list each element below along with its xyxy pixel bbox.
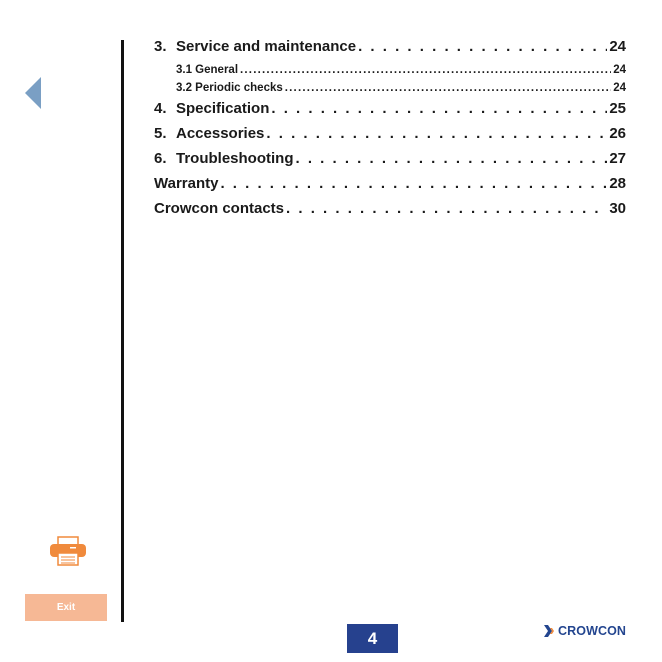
logo-text: CROWCON bbox=[558, 624, 627, 638]
toc-leader-dots bbox=[271, 98, 607, 120]
toc-entry-title: 3.2 Periodic checks bbox=[176, 82, 283, 94]
toc-entry-page: 24 bbox=[613, 82, 626, 94]
toc-entry-number: 5. bbox=[154, 125, 167, 142]
toc-entry-page: 24 bbox=[609, 38, 626, 55]
toc-entry-page: 25 bbox=[609, 100, 626, 117]
toc-entry-title: Troubleshooting bbox=[176, 150, 294, 167]
toc-leader-dots bbox=[266, 123, 607, 145]
toc-leader-dots bbox=[240, 62, 611, 79]
toc-entry-page: 28 bbox=[609, 175, 626, 192]
toc-entry-troubleshooting[interactable] bbox=[154, 148, 626, 173]
toc-leader-dots bbox=[286, 198, 607, 220]
toc-entry-periodic-checks[interactable] bbox=[154, 80, 626, 98]
toc-entry-page: 26 bbox=[609, 125, 626, 142]
toc-entry-number: 3. bbox=[154, 38, 167, 55]
toc-entry-warranty[interactable] bbox=[154, 173, 626, 198]
table-of-contents bbox=[154, 36, 626, 223]
toc-entry-service[interactable] bbox=[154, 36, 626, 62]
toc-entry-general[interactable] bbox=[154, 62, 626, 80]
toc-leader-dots bbox=[220, 173, 607, 195]
page-number: 4 bbox=[347, 624, 398, 653]
crowcon-logo bbox=[544, 624, 626, 638]
toc-leader-dots bbox=[296, 148, 608, 170]
toc-entry-specification[interactable] bbox=[154, 98, 626, 123]
toc-entry-crowcon-contacts[interactable] bbox=[154, 198, 626, 223]
printer-icon[interactable] bbox=[48, 536, 88, 566]
crowcon-chevron-icon bbox=[544, 625, 556, 637]
back-arrow-icon[interactable] bbox=[25, 77, 41, 109]
toc-entry-title: Warranty bbox=[154, 175, 219, 192]
toc-entry-title: Crowcon contacts bbox=[154, 200, 285, 217]
toc-entry-number: 6. bbox=[154, 150, 167, 167]
toc-entry-accessories[interactable] bbox=[154, 123, 626, 148]
toc-entry-title: Service and maintenance bbox=[176, 38, 357, 55]
toc-entry-page: 24 bbox=[613, 64, 626, 76]
exit-button[interactable]: Exit bbox=[25, 594, 107, 621]
toc-entry-title: 3.1 General bbox=[176, 64, 239, 76]
toc-entry-title: Accessories bbox=[176, 125, 265, 142]
toc-entry-number: 4. bbox=[154, 100, 167, 117]
toc-entry-page: 27 bbox=[609, 150, 626, 167]
toc-entry-title: Specification bbox=[176, 100, 270, 117]
toc-entry-page: 30 bbox=[609, 200, 626, 217]
vertical-divider bbox=[121, 40, 124, 622]
toc-leader-dots bbox=[285, 80, 611, 97]
toc-leader-dots bbox=[358, 36, 607, 58]
